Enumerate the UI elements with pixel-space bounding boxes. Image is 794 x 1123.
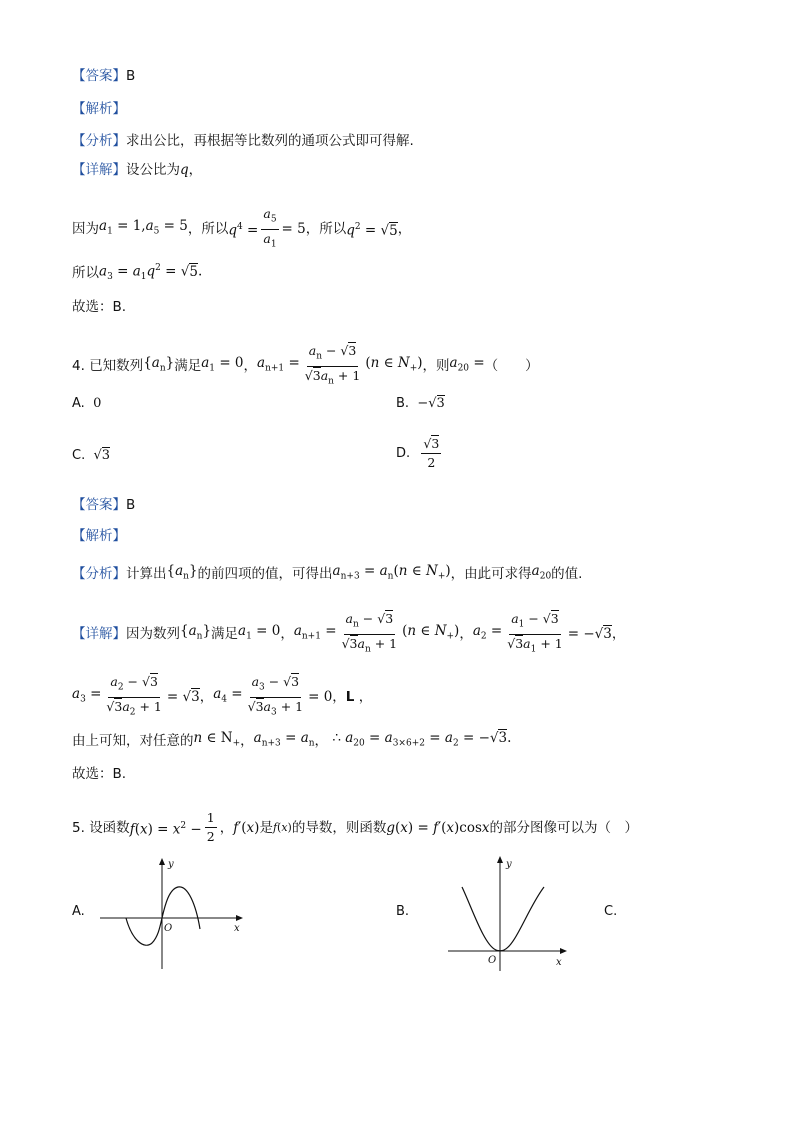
detail-text: 设公比为 bbox=[126, 162, 180, 178]
fraction-recurrence: $\frac{a_n - √3}{√3a_n + 1}$ bbox=[304, 343, 361, 386]
q4-option-b[interactable]: B. −√3 bbox=[396, 396, 445, 411]
q3-derivation-line: 因为 $a_1 = 1,a_5 = 5$ ，所以 $q^4$ = $\frac{a_5}{a_1}$ = 5 ，所以 $q^2 = √5$ ， bbox=[72, 206, 411, 252]
graph-b-x-arrow bbox=[560, 948, 567, 954]
q4-option-a[interactable]: A. 0 bbox=[72, 396, 102, 411]
q5-stem: 5. 设函数 $f(x) = x^2$ − $\frac{1}{2}$ ， f′(x) 是 f(x) 的导数，则函数 g(x) = f′(x)cosx 的部分图像可以为（ ） bbox=[72, 810, 639, 844]
q4-detail-line: 【详解】 因为数列 $\{a_n\}$ 满足 $a_1 = 0$ ， $a_{n+1}$ = $\frac{a_n - √3}{√3a_n + 1}$ (n ∈ $N_+$) ， $a_2$ = $\frac{a_1 - √3}{√3a_1 + 1}$ = −√3 ， bbox=[72, 611, 626, 654]
graph-b-y-arrow bbox=[497, 856, 503, 863]
q4-fenxi-line: 【分析】 计算出 $\{a_n\}$ 的前四项的值，可得出 $a_{n+3} = a_n(n$ ∈ $N_+$) ，由此可求得 $a_{20}$ 的值. bbox=[72, 563, 583, 582]
q3-result-line: 所以 $a_3 = a_1q^2 = √5$. bbox=[72, 258, 202, 287]
q4-stem: 4. 已知数列 $\{a_n\}$ 满足 $a_1 = 0$ ， $a_{n+1}$ = $\frac{a_n - √3}{√3a_n + 1}$ (n ∈ $N_+$) ，则 $a_{20}$ = （ ） bbox=[72, 343, 539, 389]
ellipsis-mark: L bbox=[345, 689, 355, 705]
graph-a-origin-label: O bbox=[164, 923, 173, 934]
q4-option-c[interactable]: C. √3 bbox=[72, 448, 111, 463]
answer-value: B bbox=[126, 68, 136, 84]
q4-conclusion-line: 由上可知，对任意的 n ∈ $N_+$ ， $a_{n+3} = a_n$ ， ∴ $a_{20} = a_{3\times 6+2} = a_2 = -√3$. bbox=[72, 730, 512, 749]
q5-option-c-label[interactable]: C. bbox=[604, 904, 618, 919]
q5-option-b-label[interactable]: B. bbox=[396, 904, 410, 919]
answer-tag: 【答案】 bbox=[72, 68, 126, 84]
q3-answer-line bbox=[72, 66, 135, 86]
q4-answer-line: 【答案】 B bbox=[72, 497, 136, 513]
q5-option-a-label[interactable]: A. bbox=[72, 904, 85, 919]
q3-choose-line: 故选：B. bbox=[72, 299, 127, 315]
detail-tag: 【详解】 bbox=[72, 162, 126, 178]
math-q2: $q^2 = √5$ bbox=[346, 222, 398, 239]
graph-a-x-arrow bbox=[236, 915, 243, 921]
fenxi-tag: 【分析】 bbox=[72, 133, 126, 149]
q3-analysis-heading bbox=[72, 99, 126, 119]
q3-fenxi-line bbox=[72, 131, 414, 151]
q4-terms-line: $a_3$ = $\frac{a_2 - √3}{√3a_2 + 1}$ = √3 ， $a_4$ = $\frac{a_3 - √3}{√3a_3 + 1}$ = 0 ， L ， bbox=[72, 674, 373, 717]
math-q4: $q^4$ = bbox=[228, 222, 259, 239]
q5-graph-b[interactable] bbox=[440, 853, 575, 973]
graph-a-curve bbox=[126, 887, 200, 945]
q4-option-d[interactable]: D. $\frac{√3}{2}$ bbox=[396, 436, 440, 470]
graph-a-x-label: x bbox=[234, 923, 240, 934]
math-a1-a5: $a_1 = 1,a_5 = 5$ bbox=[99, 218, 188, 237]
graph-a-y-arrow bbox=[159, 858, 165, 865]
analysis-tag: 【解析】 bbox=[72, 101, 126, 117]
q3-detail-line: 【详解】 设公比为 q ， bbox=[72, 162, 203, 178]
fenxi-text: 求出公比，再根据等比数列的通项公式即可得解. bbox=[126, 133, 414, 149]
q4-choose-line: 故选：B. bbox=[72, 766, 127, 782]
graph-a-y-label: y bbox=[168, 859, 174, 870]
graph-b-y-label: y bbox=[506, 859, 512, 870]
q4-analysis-heading: 【解析】 bbox=[72, 528, 126, 544]
fraction-a5-a1: $\frac{a_5}{a_1}$ bbox=[263, 206, 277, 249]
graph-b-origin-label: O bbox=[488, 955, 497, 966]
math-a3: $a_3 = a_1q^2 = √5$. bbox=[99, 263, 203, 283]
graph-b-x-label: x bbox=[556, 957, 562, 968]
q5-graph-a[interactable] bbox=[96, 855, 246, 975]
graph-b-curve bbox=[462, 887, 544, 951]
